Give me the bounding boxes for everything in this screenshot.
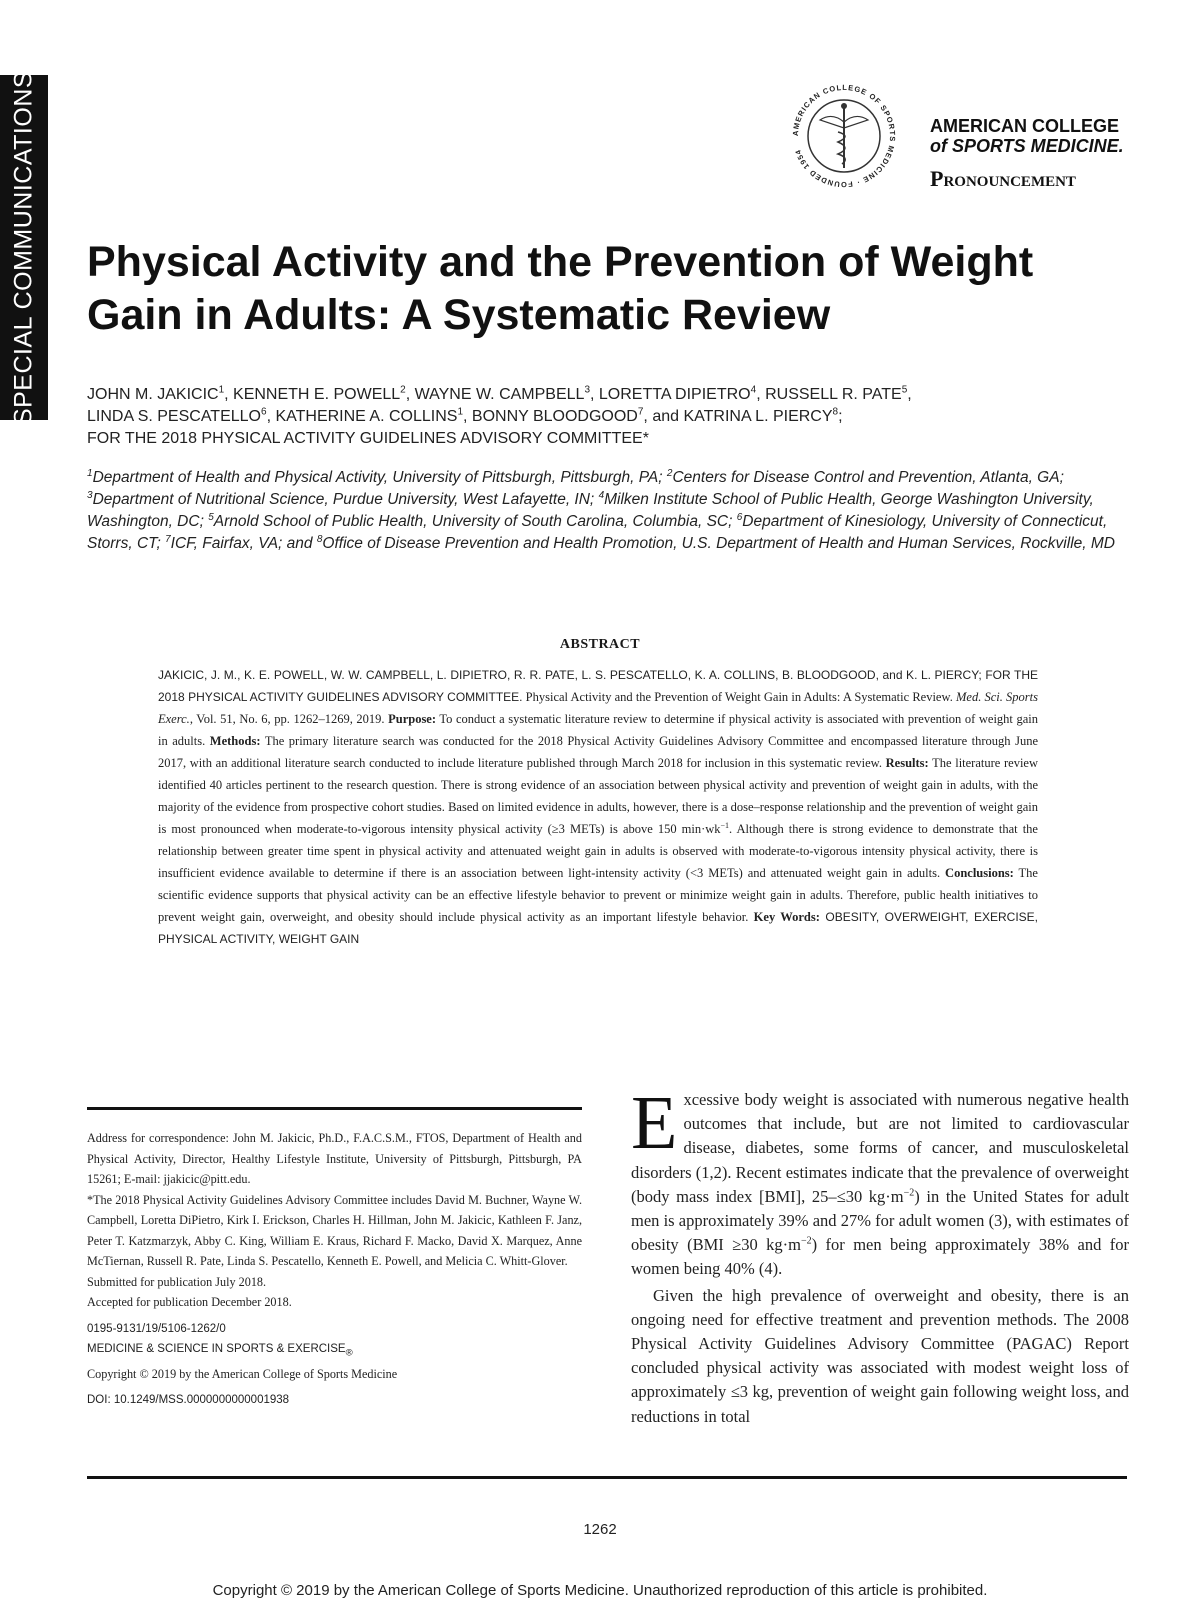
paragraph-text: ) in the United States for adult men is approximately 39% and 27% for adult women (3), with estimates of obesity (BMI ≥30 kg·m [631,1186,1129,1255]
paragraph-text: xcessive body weight is associated with numerous negative health outcomes that include, but are not limited to cardiovascular disease, diabetes, some forms of cancer, and musculoskeletal disorders (1,2). Recent estimates indicate that the prevalence of overweight (body mass index [BMI], 25–≤30 kg·m [631,1090,1129,1206]
affiliation: Centers for Disease Control and Prevention, Atlanta, GA; [672,469,1064,486]
organization-name [930,116,1124,156]
author: KENNETH E. POWELL [233,386,401,403]
author: RUSSELL R. PATE [765,386,902,403]
affiliation: Office of Disease Prevention and Health Promotion, U.S. Department of Health and Human Services, Rockville, MD [322,535,1115,552]
section-tab [0,70,48,425]
author: WAYNE W. CAMPBELL [414,386,585,403]
drop-cap: E [631,1081,678,1165]
conclusions-text: The scientific evidence supports that physical activity can be an effective lifestyle behavior to prevent or minimize weight gain in adults. Therefore, public health initiatives to prevent weight gain, overweight, and obesity should include physical activity as an important lifestyle behavior. [158,866,1038,924]
affiliation: ICF, Fairfax, VA; and [170,535,313,552]
methods-label: Methods: [209,734,261,748]
affiliation: Department of Health and Physical Activity, University of Pittsburgh, Pittsburgh, PA; [92,469,663,486]
author: KATHERINE A. COLLINS [275,408,458,425]
affiliation: Department of Kinesiology, University of Connecticut, Storrs, CT; [87,513,1108,552]
author: BONNY BLOODGOOD [471,408,638,425]
author: LINDA S. PESCATELLO [87,408,261,425]
affiliation: Milken Institute School of Public Health, George Washington University, Washington, DC; [87,491,1094,530]
accepted-date: Accepted for publication December 2018. [87,1295,292,1309]
registered-mark: ® [345,1347,353,1359]
correspondence-note: Address for correspondence: John M. Jakicic, Ph.D., F.A.C.S.M., FTOS, Department of Health and Physical Activity, Director, Healthy Lifestyle Institute, University of Pittsburgh, Pittsburgh, PA 15261; E-mail: jjakicic@pitt.edu. [87,1131,582,1186]
body-text [631,1081,1129,1429]
paragraph [631,1081,1129,1282]
results-text: The literature review identified 40 articles pertinent to the research question. There is strong evidence of an association between physical activity and prevention of weight gain in adults, with the majority of the evidence from prospective cohort studies. Based on limited evidence in adults, however, there is a dose–response relationship and the prevention of weight gain is most pronounced when moderate-to-vigorous intensity physical activity (≥3 METs) is above 150 min·wk [158,756,1038,836]
keywords-text: OBESITY, OVERWEIGHT, EXERCISE, PHYSICAL ACTIVITY, WEIGHT GAIN [158,910,1038,946]
abstract-heading: ABSTRACT [559,637,641,652]
abstract-body [158,664,1038,950]
section-tab-label: SPECIAL COMMUNICATIONS [9,70,38,425]
copyright-footer: Copyright © 2019 by the American College of Sports Medicine. Unauthorized reproduction of this article is prohibited. [212,1582,988,1599]
seal-text: AMERICAN COLLEGE OF SPORTS MEDICINE · FOUNDED 1954 [790,82,898,190]
purpose-text: To conduct a systematic literature review to determine if physical activity is associated with prevention of weight gain in adults. [158,712,1038,748]
abstract-volume: , Vol. 51, No. 6, pp. 1262–1269, 2019. [189,712,389,726]
acsm-seal-icon [780,72,908,200]
affiliation: Arnold School of Public Health, University of South Carolina, Columbia, SC; [213,513,733,530]
author-list: JOHN M. JAKICIC$^1$, KENNETH E. POWELL$^2$, WAYNE W. CAMPBELL$^3$, LORETTA DIPIETRO$^4$, RUSSELL R. PATE$^5$, LINDA S. PESCATELLO$^6$, KATHERINE A. COLLINS$^1$, BONNY BLOODGOOD$^7$, and KATRINA L. PIERCY$^8$; FOR THE 2018 PHYSICAL ACTIVITY GUIDELINES ADVISORY COMMITTEE* [87,384,912,447]
author: JOHN M. JAKICIC [87,386,219,403]
author: LORETTA DIPIETRO [598,386,751,403]
superscript: −2 [903,1187,915,1199]
page-number: 1262 [583,1521,617,1538]
article-title-line2: Gain in Adults: A Systematic Review [87,291,831,339]
superscript: −2 [800,1235,812,1247]
article-title [87,236,1127,342]
results-text-continued: . Although there is strong evidence to demonstrate that the relationship between greater time spent in physical activity and attenuated weight gain in adults is observed with moderate-to-vigorous intensity physical activity, there is insufficient evidence available to determine if there is an association between light-intensity activity (<3 METs) and attenuated weight gain in adults. [158,822,1038,880]
methods-text: The primary literature search was conducted for the 2018 Physical Activity Guidelines Advisory Committee and encompassed literature through June 2017, with an additional literature search conducted to include literature published through March 2018 for inclusion in this systematic review. [158,734,1038,770]
committee-note: *The 2018 Physical Activity Guidelines Advisory Committee includes David M. Buchner, Wayne W. Campbell, Loretta DiPietro, Kirk I. Erickson, Charles H. Hillman, John M. Jakicic, Kathleen F. Janz, Peter T. Katzmarzyk, Abby C. King, William E. Kraus, Richard F. Macko, David X. Marquez, Anne McTiernan, Russell R. Pate, Linda S. Pescatello, Kenneth E. Powell, and Melicia C. Whitt-Glover. [87,1192,582,1268]
organization-name-line1: AMERICAN COLLEGE [930,116,1119,136]
article-title-line1: Physical Activity and the Prevention of Weight [87,238,1034,286]
paragraph-text: ) for men being approximately 38% and for women being 40% (4). [631,1235,1129,1279]
page-divider [87,1476,1127,1479]
paragraph: Given the high prevalence of overweight and obesity, there is an ongoing need for effective treatment and prevention methods. The 2008 Physical Activity Guidelines Advisory Committee (PAGAC) Report concluded physical activity was associated with modest weight loss of approximately ≤3 kg, prevention of weight gain following weight loss, and reductions in total [631,1285,1129,1426]
results-label: Results: [885,756,929,770]
journal-name [87,1339,582,1364]
footnote-divider [87,1107,582,1110]
results-superscript: −1 [720,820,730,830]
affiliation: Department of Nutritional Science, Purdue University, West Lafayette, IN; [92,491,595,508]
keywords-label: Key Words: [753,910,820,924]
abstract-article-title: Physical Activity and the Prevention of Weight Gain in Adults: A Systematic Review. [522,690,956,704]
doi: DOI: 10.1249/MSS.0000000000001938 [87,1394,290,1407]
pronouncement-label: Pronouncement [930,166,1076,191]
issn: 0195-9131/19/5106-1262/0 [87,1322,226,1335]
footnotes [87,1128,582,1411]
purpose-label: Purpose: [388,712,437,726]
journal-copyright: Copyright © 2019 by the American College of Sports Medicine [87,1366,398,1381]
journal-name-text: MEDICINE & SCIENCE IN SPORTS & EXERCISE [87,1343,346,1355]
author: KATRINA L. PIERCY [683,408,833,425]
affiliations: $^1$Department of Health and Physical Activity, University of Pittsburgh, Pittsburgh, PA; $^2$Centers for Disease Control and Prevention, Atlanta, GA; $^3$Department of Nutritional Science, Purdue University, West Lafayette, IN; $^4$Milken Institute School of Public Health, George Washington University, Washington, DC; $^5$Arnold School of Public Health, University of South Carolina, Columbia, SC; $^6$Department of Kinesiology, University of Connecticut, Storrs, CT; $^7$ICF, Fairfax, VA; and $^8$Office of Disease Prevention and Health Promotion, U.S. Department of Health and Human Services, Rockville, MD [87,467,1115,552]
abstract-citation: JAKICIC, J. M., K. E. POWELL, W. W. CAMPBELL, L. DIPIETRO, R. R. PATE, L. S. PESCATELLO, K. A. COLLINS, B. BLOODGOOD, and K. L. PIERCY; FOR THE 2018 PHYSICAL ACTIVITY GUIDELINES ADVISORY COMMITTEE. [158,668,1038,704]
submitted-date: Submitted for publication July 2018. [87,1274,267,1289]
abstract-journal: Med. Sci. Sports Exerc. [158,690,1038,726]
author-group: FOR THE 2018 PHYSICAL ACTIVITY GUIDELINES ADVISORY COMMITTEE* [87,430,649,447]
conclusions-label: Conclusions: [945,866,1014,880]
organization-name-line2: of SPORTS MEDICINE. [930,136,1124,156]
